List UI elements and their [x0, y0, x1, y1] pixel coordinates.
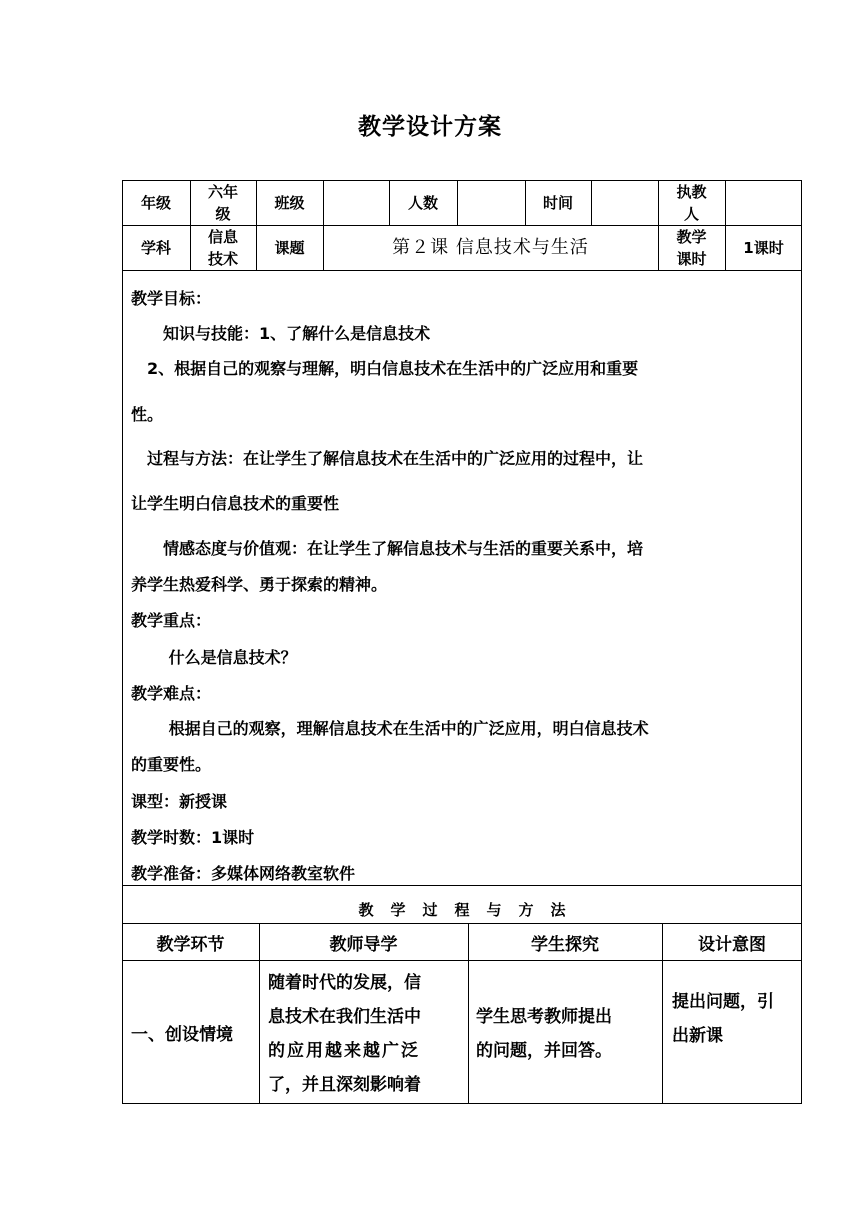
time-value: [591, 180, 658, 225]
teacher-guide-line: 息技术在我们生活中: [268, 1007, 421, 1027]
subject-label: 学科: [140, 238, 171, 257]
teacher-label-line2: 人: [683, 204, 699, 223]
time-label: 时间: [542, 193, 573, 212]
header-student-explore: 学生探究: [531, 934, 599, 955]
subject-value: [190, 225, 256, 270]
row-divider-3: [122, 885, 802, 886]
header-teacher-guide: 教师导学: [329, 934, 398, 955]
design-intent-cell: [672, 985, 800, 1053]
lesson-hours: 教学时数：1课时: [131, 828, 255, 847]
header-stage: 教学环节: [156, 934, 225, 955]
teacher-guide-line: 随着时代的发展，信: [268, 973, 421, 993]
teacher-value: [725, 180, 802, 225]
objective-knowledge-2-cont: 性。: [131, 405, 164, 424]
teacher-guide-cell: [268, 966, 462, 1102]
stage-cell: 一、创设情境: [131, 1025, 233, 1045]
hours-label: [658, 225, 725, 270]
objective-knowledge-2: 2、根据自己的观察与理解，明白信息技术在生活中的广泛应用和重要: [131, 359, 639, 378]
teacher-label: [658, 180, 725, 225]
objective-process: 过程与方法：在让学生了解信息技术在生活中的广泛应用的过程中，让: [131, 449, 644, 468]
document-title: 教学设计方案: [358, 114, 502, 140]
topic-value: 第２课 信息技术与生活: [392, 236, 589, 258]
difficulty-text: 根据自己的观察，理解信息技术在生活中的广泛应用，明白信息技术: [131, 719, 649, 738]
student-explore-line: 学生思考教师提出: [476, 1007, 612, 1027]
key-point-heading: 教学重点：: [131, 611, 212, 630]
objective-emotion: 情感态度与价值观：在让学生了解信息技术与生活的重要关系中，培: [131, 539, 644, 558]
key-point-text: 什么是信息技术？: [131, 648, 297, 667]
grade-value: [190, 180, 256, 225]
hours-value: 1课时: [743, 238, 784, 257]
design-intent-line: 出新课: [672, 1026, 723, 1046]
teacher-label-line1: 执教: [676, 182, 707, 201]
header-design-intent: 设计意图: [698, 934, 766, 955]
count-value: [457, 180, 525, 225]
student-explore-cell: [476, 1000, 660, 1068]
difficulty-heading: 教学难点：: [131, 684, 212, 703]
difficulty-text-cont: 的重要性。: [131, 755, 212, 774]
grade-value-line1: 六年: [207, 182, 238, 201]
hours-label-line2: 课时: [676, 249, 707, 268]
teacher-guide-line: 了，并且深刻影响着: [268, 1075, 421, 1095]
lesson-type: 课型：新授课: [131, 792, 228, 811]
row-divider-5: [122, 960, 802, 961]
teacher-guide-line: 的应用越来越广泛: [268, 1041, 420, 1061]
hours-label-line1: 教学: [676, 227, 707, 246]
objectives-heading: 教学目标：: [131, 289, 212, 308]
student-explore-line: 的问题，并回答。: [476, 1041, 612, 1061]
design-intent-line: 提出问题，引: [672, 992, 774, 1012]
count-label: 人数: [407, 193, 438, 212]
class-label: 班级: [274, 193, 305, 212]
subject-value-line2: 技术: [207, 249, 238, 268]
row-divider-2: [122, 270, 802, 271]
objective-emotion-cont: 养学生热爱科学、勇于探索的精神。: [131, 575, 388, 594]
objective-process-cont: 让学生明白信息技术的重要性: [131, 494, 340, 513]
process-section-title: 教学过程与方法: [358, 901, 583, 919]
subject-value-line1: 信息: [207, 227, 238, 246]
lesson-table: [122, 180, 802, 1104]
topic-label: 课题: [274, 238, 305, 257]
objective-knowledge: 知识与技能：1、了解什么是信息技术: [131, 324, 431, 343]
grade-value-line2: 级: [215, 204, 231, 223]
grade-label: 年级: [140, 193, 171, 212]
class-value: [323, 180, 389, 225]
lesson-preparation: 教学准备：多媒体网络教室软件: [131, 864, 356, 883]
